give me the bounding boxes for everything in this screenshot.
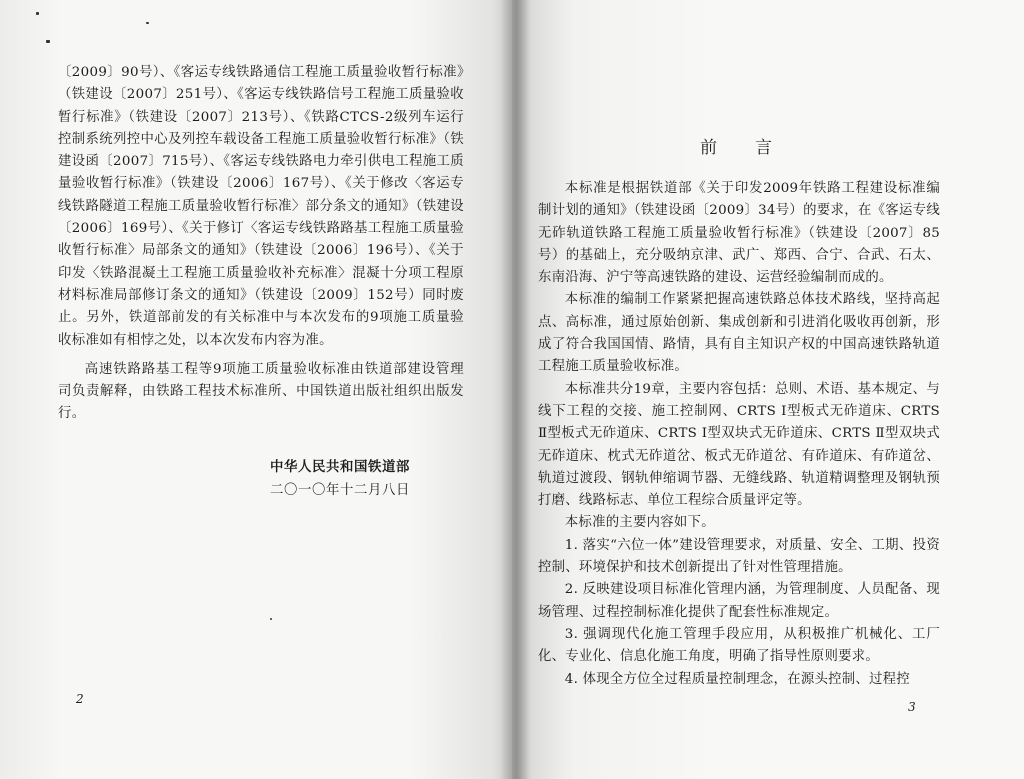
signature-organization: 中华人民共和国铁道部 [270, 459, 410, 475]
list-item-1: 1. 落实“六位一体”建设管理要求，对质量、安全、工期、投资控制、环境保护和技术创新提出了针对性管理措施。 [538, 537, 940, 576]
right-paragraph-2: 本标准的编制工作紧紧把握高速铁路总体技术路线，坚持高起点、高标准，通过原始创新、集成创新和引进消化吸收再创新，形成了符合我国国情、路情，具有自主知识产权的中国高速铁路轨道工程施工质量验收标准。 [538, 292, 940, 375]
list-item-4: 4. 体现全方位全过程质量控制理念，在源头控制、过程控 [564, 671, 910, 687]
list-item-2: 2. 反映建设项目标准化管理内涵，为管理制度、人员配备、现场管理、过程控制标准化提供了配套性标准规定。 [538, 582, 940, 620]
right-page-body [538, 178, 940, 691]
scan-speck [270, 618, 272, 620]
page-number-left: 2 [76, 692, 84, 706]
scan-speck [146, 22, 149, 24]
right-paragraph-1: 本标准是根据铁道部《关于印发2009年铁路工程建设标准编制计划的通知》（铁建设函〔2009〕34号）的要求，在《客运专线无砟轨道铁路工程施工质量验收暂行标准》（铁建设〔2007〕85号）的基础上，充分吸纳京津、武广、郑西、合宁、合武、石太、东南沿海、沪宁等高速铁路的建设、运营经验编制而成的。 [538, 181, 940, 286]
scan-speck [36, 12, 39, 15]
page-title: 前言 [700, 138, 810, 158]
signature-block [250, 455, 430, 503]
left-page-body [58, 62, 464, 426]
list-item-3: 3. 强调现代化施工管理手段应用，从积极推广机械化、工厂化、专业化、信息化施工角度，明确了指导性原则要求。 [538, 626, 940, 665]
scan-speck [46, 40, 50, 43]
right-paragraph-4: 本标准的主要内容如下。 [564, 515, 715, 531]
right-paragraph-3: 本标准共分19章，主要内容包括：总则、术语、基本规定、与线下工程的交接、施工控制网、CRTS Ⅰ型板式无砟道床、CRTS Ⅱ型板式无砟道床、CRTS Ⅰ型双块式无砟道床、CRTS Ⅱ型双块式无砟道床、枕式无砟道岔、板式无砟道岔、有砟道床、有砟道岔、轨道过渡段、钢轨伸缩调节器、无缝线路、轨道精调整理及钢轨预打磨、线路标志、单位工程综合质量评定等。 [538, 381, 940, 509]
left-paragraph-1: 〔2009〕90号）、《客运专线铁路通信工程施工质量验收暂行标准》（铁建设〔2007〕251号）、《客运专线铁路信号工程施工质量验收暂行标准》（铁建设〔2007〕213号）、《铁路CTCS-2级列车运行控制系统列控中心及列控车载设备工程施工质量验收暂行标准》（铁建设函〔2007〕715号）、《客运专线铁路电力牵引供电工程施工质量验收暂行标准》（铁建设〔2006〕167号）、《关于修改〈客运专线铁路隧道工程施工质量验收暂行标准〉部分条文的通知》（铁建设〔2006〕169号）、《关于修订〈客运专线铁路路基工程施工质量验收暂行标准〉局部条文的通知》（铁建设〔2006〕196号）、《关于印发〈铁路混凝土工程施工质量验收补充标准〉混凝十分项工程原材料标准局部修订条文的通知》（铁建设〔2009〕152号）同时废止。另外，铁道部前发的有关标准中与本次发布的9项施工质量验收标准如有相悖之处，以本次发布内容为准。 [58, 65, 464, 348]
left-paragraph-2: 高速铁路路基工程等9项施工质量验收标准由铁道部建设管理司负责解释，由铁路工程技术标准所、中国铁道出版社组织出版发行。 [58, 361, 464, 422]
signature-date: 二〇一〇年十二月八日 [270, 483, 410, 498]
page-number-right: 3 [908, 700, 916, 714]
